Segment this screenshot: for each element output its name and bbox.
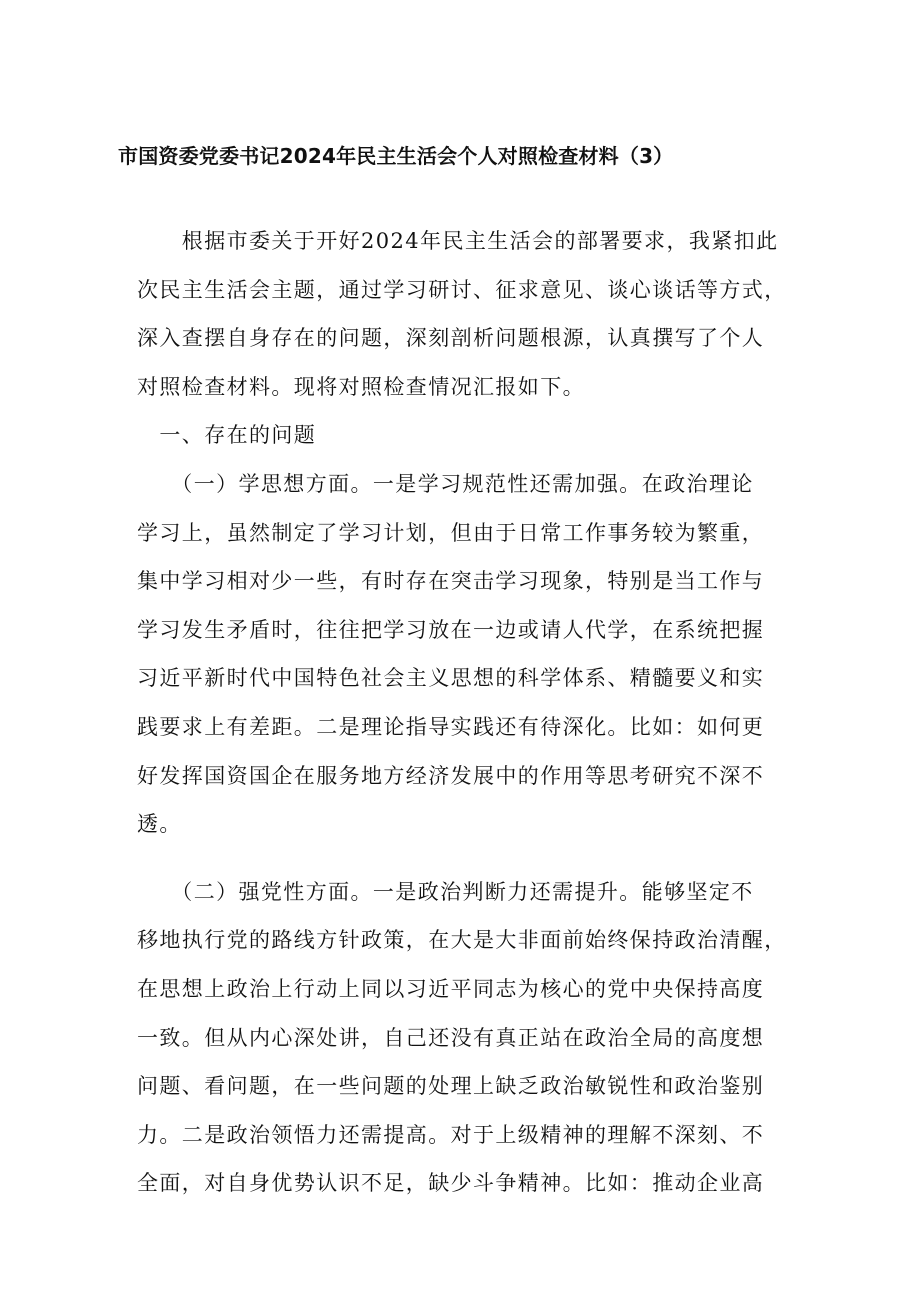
paragraph-intro (137, 217, 797, 411)
text-line: 学习上，虽然制定了学习计划，但由于日常工作事务较为繁重， (137, 520, 765, 545)
text-line: 在思想上政治上行动上同以习近平同志为核心的党中央保持高度 (137, 976, 765, 1001)
text-line: 透。 (137, 812, 182, 837)
text-line: 问题、看问题，在一些问题的处理上缺乏政治敏锐性和政治鉴别 (137, 1074, 765, 1099)
text-line: （二）强党性方面。一是政治判断力还需提升。能够坚定不 (137, 879, 754, 904)
text-line: 学习发生矛盾时，往往把学习放在一边或请人代学，在系统把握 (137, 617, 765, 642)
document-body (137, 217, 797, 1208)
paragraph-spacer (137, 849, 797, 868)
text-line: 对照检查材料。现将对照检查情况汇报如下。 (137, 374, 585, 399)
paragraph-study-thought (137, 460, 797, 849)
text-line: 力。二是政治领悟力还需提高。对于上级精神的理解不深刻、不 (137, 1122, 765, 1147)
section-heading (137, 411, 797, 460)
text-line: （一）学思想方面。一是学习规范性还需加强。在政治理论 (137, 471, 754, 496)
text-line: 好发挥国资国企在服务地方经济发展中的作用等思考研究不深不 (137, 763, 765, 788)
text-line: 集中学习相对少一些，有时存在突击学习现象，特别是当工作与 (137, 569, 765, 594)
text-line: 移地执行党的路线方针政策，在大是大非面前始终保持政治清醒， (137, 928, 787, 953)
text-line: 践要求上有差距。二是理论指导实践还有待深化。比如：如何更 (137, 714, 765, 739)
text-line: 习近平新时代中国特色社会主义思想的科学体系、精髓要义和实 (137, 666, 765, 691)
text-line: 一致。但从内心深处讲，自己还没有真正站在政治全局的高度想 (137, 1025, 765, 1050)
text-line: 次民主生活会主题，通过学习研讨、征求意见、谈心谈话等方式， (137, 277, 787, 302)
text-line: 深入查摆自身存在的问题，深刻剖析问题根源，认真撰写了个人 (137, 326, 765, 351)
text-line: 根据市委关于开好2024年民主生活会的部署要求，我紧扣此 (137, 229, 779, 253)
document-title: 市国资委党委书记2024年民主生活会个人对照检查材料（3） (118, 144, 674, 168)
text-line: 全面，对自身优势认识不足，缺少斗争精神。比如：推动企业高 (137, 1171, 765, 1196)
paragraph-party-spirit (137, 868, 797, 1208)
heading-text: 一、存在的问题 (137, 423, 317, 448)
